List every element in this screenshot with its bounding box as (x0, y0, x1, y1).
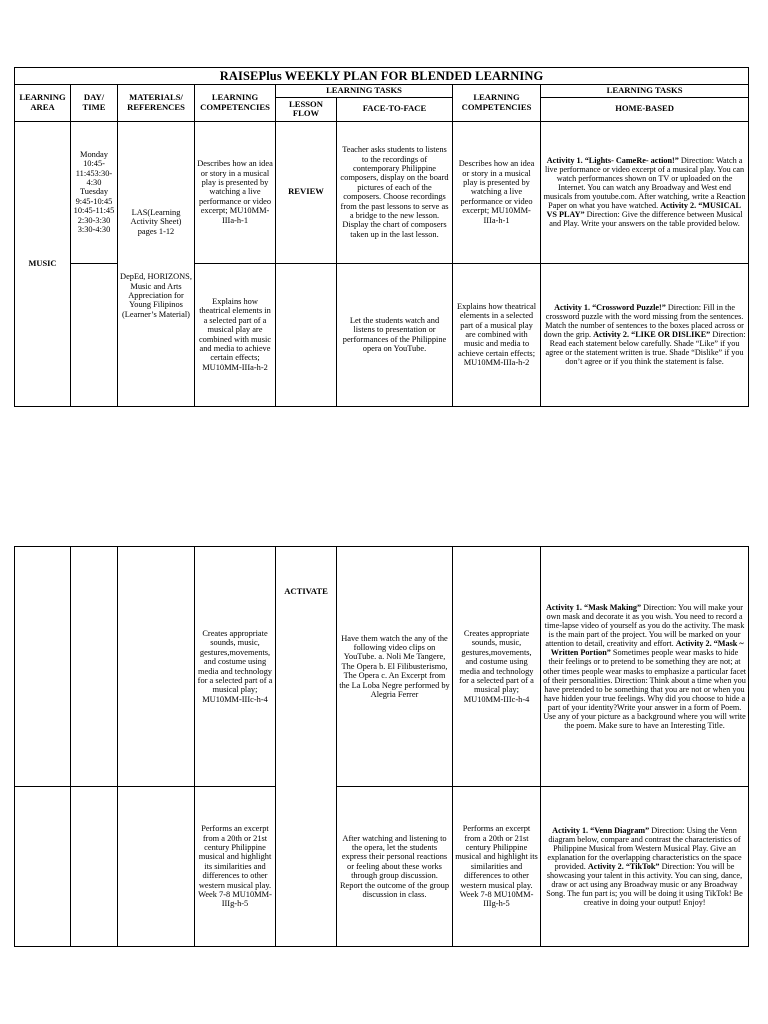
header-learning-area: LEARNING AREA (15, 85, 71, 122)
header-learning-tasks: LEARNING TASKS (276, 85, 453, 98)
header-learning-tasks-2: LEARNING TASKS (541, 85, 749, 98)
activity-text: Direction: You will be showcasing your talent in this activity. You can sing, dance, draw or act using any Broadway music or any Broadway Song. The fun part is; you will be doing it using TikTok! Be creative in doing your output! Enjoy! (546, 861, 743, 908)
plan-title: RAISEPlus WEEKLY PLAN FOR BLENDED LEARNING (15, 68, 749, 85)
header-materials: MATERIALS/ REFERENCES (118, 85, 195, 122)
activity-title: Activity 2. “LIKE OR DISLIKE” (593, 330, 711, 340)
activity-text: Direction: Fill in the crossword puzzle with the word missing from the sentences. Match the number of sentences to the boxes placed across or down the grip. (543, 303, 744, 340)
face-to-face-cell: After watching and listening to the opera, let the students express their personal reactions or feeling about these works through group discussion. Report the outcome of the group discussion in class. (337, 787, 453, 947)
materials-deped: DepEd, HORIZONS, Music and Arts Appreciation for Young Filipinos (Learner’s Material) (120, 272, 192, 319)
face-to-face-cell: Let the students watch and listens to presentation or performances of the Philippine opera on YouTube. (337, 263, 453, 406)
day-time-cell (71, 263, 118, 406)
activity-text: Direction: Read each statement below carefully. Shade “Like” if you agree or the statement written is true. Shade “Dislike” if you don’t agree or if you think the statement is false. (545, 330, 746, 367)
competency-cell: Describes how an idea or story in a musical play is presented by watching a live performance or video excerpt; MU10MM-IIIa-h-1 (195, 121, 276, 263)
home-based-cell (541, 547, 749, 787)
lesson-flow-cell (276, 263, 337, 406)
activity-title: Activity 1. “Crossword Puzzle!” (554, 303, 666, 313)
materials-cell (118, 121, 195, 406)
day-time-cell (71, 787, 118, 947)
lesson-flow-review: REVIEW (276, 121, 337, 263)
face-to-face-cell: Have them watch the any of the following video clips on YouTube. a. Noli Me Tangere, The Opera b. El Filibusterismo, The Opera c. An Excerpt from the La Loba Negre performed by Alegria Ferrer (337, 547, 453, 787)
header-home-based: HOME-BASED (541, 97, 749, 121)
header-face-to-face: FACE-TO-FACE (337, 97, 453, 121)
activity-title: Activity 1. “Mask Making” (546, 603, 642, 613)
activity-title: Activity 2. “MUSICAL VS PLAY” (546, 201, 741, 220)
activity-title: Activity 2. “TikTok” (587, 861, 660, 871)
weekly-plan-table-continued (14, 546, 749, 947)
header-competencies: LEARNING COMPETENCIES (195, 85, 276, 122)
activity-title: Activity 2. “Mask ~ Written Portion” (550, 639, 744, 658)
materials-cell (118, 787, 195, 947)
home-based-cell (541, 121, 749, 263)
activity-text: Direction: Using the Venn diagram below, compare and contrast the characteristics of Philippine Musical from Western Musical Play. Give an explanation for the overlapping characteristics on the space provided. (547, 825, 742, 871)
competency-cell: Creates appropriate sounds, music, gestures,movements, and costume using media and technology for a selected part of a musical play; MU10MM-IIIc-h-4 (195, 547, 276, 787)
activity-title: Activity 1. “Lights- CameRe- action!” (546, 156, 679, 166)
home-based-cell (541, 263, 749, 406)
lesson-flow-activate (276, 547, 337, 947)
learning-area-cell (15, 787, 71, 947)
activity-text: Direction: Give the difference between Musical and Play. Write your answers on the table provided below. (549, 210, 743, 229)
competency-cell-2: Explains how theatrical elements in a selected part of a musical play are combined with music and media to achieve certain effects; MU10MM-IIIa-h-2 (453, 263, 541, 406)
materials-cell (118, 547, 195, 787)
competency-cell-2: Creates appropriate sounds, music, gestures,movements, and costume using media and technology for a selected part of a musical play; MU10MM-IIIc-h-4 (453, 547, 541, 787)
header-lesson-flow: LESSON FLOW (276, 97, 337, 121)
face-to-face-cell: Teacher asks students to listens to the recordings of contemporary Philippine composers, display on the board pictures of each of the composers. Choose recordings from the past lessons to serve as a bridge to the new lesson. Display the chart of composers taken up in the last lesson. (337, 121, 453, 263)
lesson-flow-label: ACTIVATE (284, 585, 328, 596)
activity-text: Direction: You will make your own mask and decorate it as you wish. You need to record a time-lapse video of yourself as you do the activity. The mask is the main part of the project. You will be marked on your attention to detail, creativity and effort. (544, 603, 745, 649)
competency-cell: Explains how theatrical elements in a selected part of a musical play are combined with music and media to achieve certain effects; MU10MM-IIIa-h-2 (195, 263, 276, 406)
learning-area-cell (15, 547, 71, 787)
learning-area-cell: MUSIC (15, 121, 71, 406)
materials-las: LAS(Learning Activity Sheet) pages 1-12 (130, 208, 182, 236)
activity-title: Activity 1. “Venn Diagram” (552, 825, 650, 835)
header-competencies-2: LEARNING COMPETENCIES (453, 85, 541, 122)
competency-cell-2: Describes how an idea or story in a musical play is presented by watching a live performance or video excerpt; MU10MM-IIIa-h-1 (453, 121, 541, 263)
activity-text: Direction: Watch a live performance or video excerpt of a musical play. You can watch performances shown on TV or uploaded on the Internet. You can watch any Broadway and West end musicals from youtube.com. After watching, write a Reaction Paper on what you have watched. (543, 156, 746, 211)
home-based-cell (541, 787, 749, 947)
competency-cell: Performs an excerpt from a 20th or 21st century Philippine musical and highlight its similarities and differences to other western musical play. Week 7-8 MU10MM-IIIg-h-5 (195, 787, 276, 947)
activity-text: Sometimes people wear masks to hide their feelings or to pretend to be something they are not; at other times people wear masks to emphasize a particular facet of their personalities. Direction: Think about a time when you have pretended to be something that you are not or when you have hidden your true feelings. Why did you choose to hide a part of your identity?Write your answer in a form of Poem. Use any of your picture as a background where you will write the poem. Make sure to have an Interesting Title. (543, 648, 747, 730)
day-time-cell (71, 547, 118, 787)
header-day-time: DAY/ TIME (71, 85, 118, 122)
competency-cell-2: Performs an excerpt from a 20th or 21st century Philippine musical and highlight its similarities and differences to other western musical play. Week 7-8 MU10MM-IIIg-h-5 (453, 787, 541, 947)
weekly-plan-table (14, 67, 749, 407)
day-time-cell: Monday 10:45-11:453:30-4:30 Tuesday 9:45-10:45 10:45-11:45 2:30-3:30 3:30-4:30 (71, 121, 118, 263)
